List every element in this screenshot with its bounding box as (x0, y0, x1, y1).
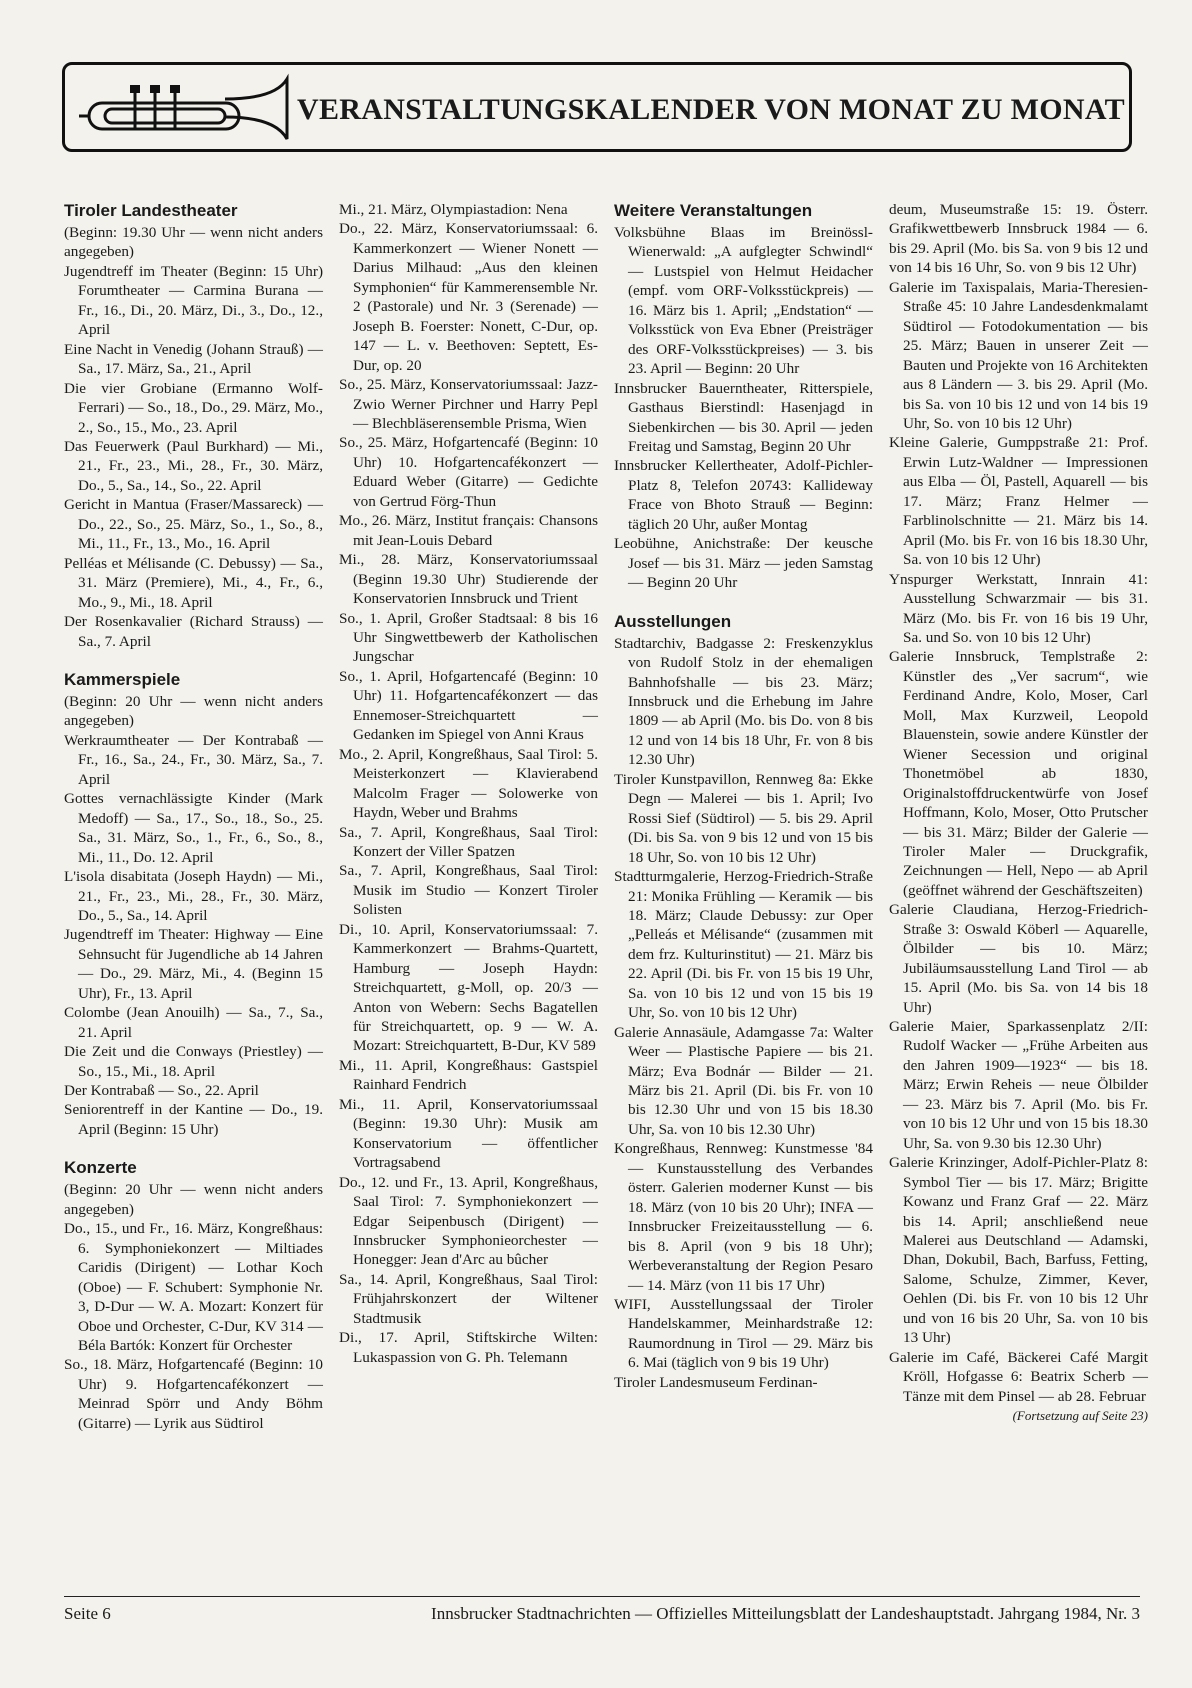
list-item: Galerie Innsbruck, Templstraße 2: Künstler des „Ver sacrum“, wie Ferdinand Andre, Kolo, Moser, Carl Moll, Max Kurzweil, Leopold Blauenstein, sowie andere Künstler der Wiener Secession und original Thonetmöbel ab 1830, Originalstoffdruckentwürfe von Josef Hoffmann, Kolo, Moser, Otto Prutscher — bis 31. März; Bilder der Galerie — Tiroler Maler — Druckgrafik, Zeichnungen — Hell, Nepo — ab April (geöffnet während der Geschäftszeiten) (889, 648, 1148, 899)
section-heading-konzerte: Konzerte (64, 1158, 137, 1178)
page-number: Seite 6 (64, 1604, 111, 1623)
list-item: Tiroler Kunstpavillon, Rennweg 8a: Ekke Degn — Malerei — bis 1. April; Ivo Rossi Sief (Südtirol) — 5. bis 29. April (Di. bis Sa. von 9 bis 12 und von 15 bis 18 Uhr, So. von 10 bis 12 Uhr) (614, 770, 873, 866)
column-1 (64, 200, 323, 1433)
list-item: Eine Nacht in Venedig (Johann Strauß) — Sa., 17. März, Sa., 21., April (64, 340, 323, 378)
list-item: Do., 22. März, Konservatoriumssaal: 6. Kammerkonzert — Wiener Nonett — Darius Milhaud: „Aus den kleinen Symphonien“ für Kammerensemble Nr. 2 (Pastorale) und Nr. 3 (Serenade) — Joseph B. Foerster: Nonett, C-Dur, op. 147 — L. v. Beethoven: Septett, Es-Dur, op. 20 (339, 220, 598, 374)
list-item: Stadtturmgalerie, Herzog-Friedrich-Straße 21: Monika Frühling — Keramik — bis 18. März; Claude Debussy: zur Oper „Pelleás et Mélisande“ (zusammen mit dem frz. Kulturinstitut) — 21. März bis 22. April (Di. bis Fr. von 15 bis 19 Uhr, Sa. von 10 bis 12 und von 15 bis 19 Uhr, So. von 10 bis 12 Uhr) (614, 868, 873, 1022)
list-item: So., 18. März, Hofgartencafé (Beginn: 10 Uhr) 9. Hofgartencafékonzert — Meinrad Spörr und Andy Böhm (Gitarre) — Lyrik aus Südtirol (64, 1356, 323, 1432)
continued-note: (Fortsetzung auf Seite 23) (1012, 1408, 1148, 1424)
list-item: Tiroler Landesmuseum Ferdinan- (614, 1373, 818, 1391)
calendar-columns (64, 200, 1148, 1580)
list-item: Di., 17. April, Stiftskirche Wilten: Lukaspassion von G. Ph. Telemann (339, 1329, 598, 1366)
list-item: Jugendtreff im Theater: Highway — Eine Sehnsucht für Jugendliche ab 14 Jahren — Do., 29. März, Mi., 4. (Beginn 15 Uhr), Fr., 13. April (64, 926, 323, 1002)
page-footer (64, 1596, 1140, 1623)
page-title: VERANSTALTUNGSKALENDER VON MONAT ZU MONAT (297, 93, 1125, 126)
list-item: So., 25. März, Hofgartencafé (Beginn: 10 Uhr) 10. Hofgartencafékonzert — Eduard Weber (Gitarre) — Gedichte von Gertrud Förg-Thun (339, 434, 598, 510)
list-item: Mi., 11. April, Kongreßhaus: Gastspiel Rainhard Fendrich (339, 1056, 598, 1094)
section-heading-landestheater: Tiroler Landestheater (64, 201, 238, 220)
list-item: Jugendtreff im Theater (Beginn: 15 Uhr) Forumtheater — Carmina Burana — Fr., 16., Di., 20. März, Di., 3., Do., 12., April (64, 262, 323, 339)
section-heading-weitere: Weitere Veranstaltungen (614, 201, 813, 220)
list-item-continuation: deum, Museumstraße 15: 19. Österr. Grafikwettbewerb Innsbruck 1984 — 6. bis 29. April (Mo. bis Sa. von 9 bis 12 und von 14 bis 16 Uhr, So. von 9 bis 12 Uhr) (889, 201, 1148, 277)
list-item: Seniorentreff in der Kantine — Do., 19. April (Beginn: 15 Uhr) (64, 1101, 323, 1138)
list-item: Innsbrucker Bauerntheater, Ritterspiele, Gasthaus Bierstindl: Hasenjagd in Siebenkirchen — bis 30. April — jeden Freitag und Samstag, Beginn 20 Uhr (614, 379, 873, 455)
list-item: Die Zeit und die Conways (Priestley) — So., 15., Mi., 18. April (64, 1043, 323, 1080)
list-item: Innsbrucker Kellertheater, Adolf-Pichler-Platz 8, Telefon 20743: Kallideway Frace von Bhoto Strauß — Beginn: täglich 20 Uhr, außer Montag (614, 457, 873, 533)
list-item: Colombe (Jean Anouilh) — Sa., 7., Sa., 21. April (64, 1004, 323, 1041)
horn-icon (75, 73, 295, 145)
list-item: Mo., 26. März, Institut français: Chansons mit Jean-Louis Debard (339, 512, 598, 549)
list-item: Leobühne, Anichstraße: Der keusche Josef — bis 31. März — jeden Samstag — Beginn 20 Uhr (614, 535, 873, 592)
list-item: Sa., 7. April, Kongreßhaus, Saal Tirol: Musik im Studio — Konzert Tiroler Solisten (339, 862, 598, 919)
list-item: Das Feuerwerk (Paul Burkhard) — Mi., 21., Fr., 23., Mi., 28., Fr., 30. März, Do., 5., Sa., 14., So., 22. April (64, 437, 323, 494)
list-item: Sa., 7. April, Kongreßhaus, Saal Tirol: Konzert der Viller Spatzen (339, 823, 598, 860)
section-heading-kammerspiele: Kammerspiele (64, 669, 181, 689)
list-item: Galerie Maier, Sparkassenplatz 2/II: Rudolf Wacker — „Frühe Arbeiten aus den Jahren 1909—1923“ — bis 18. März; Erwin Reheis — neue Ölbilder — 23. März bis 7. April (Mo. bis Fr. von 10 bis 12 Uhr und von 15 bis 18.30 Uhr, Sa. von 9.30 bis 12.30 Uhr) (889, 1018, 1148, 1152)
section-heading-ausstellungen: Ausstellungen (614, 611, 732, 631)
list-item: Werkraumtheater — Der Kontrabaß — Fr., 16., Sa., 24., Fr., 30. März, Sa., 7. April (64, 731, 323, 788)
publication-line: Innsbrucker Stadtnachrichten — Offizielles Mitteilungsblatt der Landeshauptstadt. Jahrgang 1984, Nr. 3 (431, 1604, 1140, 1623)
list-item: Ynspurger Werkstatt, Innrain 41: Ausstellung Schwarzmair — bis 31. März (Mo. bis Fr. von 16 bis 19 Uhr, Sa. und So. von 10 bis 12 Uhr) (889, 570, 1148, 646)
list-item: Mi., 11. April, Konservatoriumssaal (Beginn: 19.30 Uhr): Musik am Konservatorium — öffentlicher Vortragsabend (339, 1095, 598, 1172)
list-item: Galerie Krinzinger, Adolf-Pichler-Platz 8: Symbol Tier — bis 17. März; Brigitte Kowanz und Franz Graf — 22. März bis 14. April; anschließend neue Malerei aus Deutschland — Adamski, Dhan, Dokubil, Bach, Barfuss, Fetting, Salome, Schulze, Zimmer, Kever, Oehlen (Di. bis Fr. von 10 bis 12 Uhr und von 16 bis 20 Uhr, Sa. von 10 bis 13 Uhr) (889, 1154, 1148, 1347)
list-item: Mi., 21. März, Olympiastadion: Nena (339, 201, 568, 218)
column-2 (339, 200, 598, 1367)
list-item: Galerie Annasäule, Adamgasse 7a: Walter Weer — Plastische Papiere — bis 21. März; Eva Bodnár — Bilder — 21. März bis 21. April (Di. bis Fr. von 10 bis 12.30 Uhr und von 15 bis 18.30 Uhr, Sa. von 10 bis 12.30 Uhr) (614, 1023, 873, 1138)
list-item: Pelléas et Mélisande (C. Debussy) — Sa., 31. März (Premiere), Mi., 4., Fr., 6., Mo., 9., Mi., 18. April (64, 554, 323, 611)
section-note: (Beginn: 19.30 Uhr — wenn nicht anders angegeben) (64, 224, 323, 261)
section-note: (Beginn: 20 Uhr — wenn nicht anders angegeben) (64, 1181, 323, 1218)
column-4 (889, 200, 1148, 1424)
list-item: Die vier Grobiane (Ermanno Wolf-Ferrari) — So., 18., Do., 29. März, Mo., 2., So., 15., Mo., 23. April (64, 379, 323, 436)
list-item: Der Kontrabaß — So., 22. April (64, 1082, 259, 1100)
list-item: Do., 15., und Fr., 16. März, Kongreßhaus: 6. Symphoniekonzert — Miltiades Caridis (Dirigent) — Lothar Koch (Oboe) — F. Schubert: Symphonie Nr. 3, D-Dur — W. A. Mozart: Konzert für Oboe und Orchester, C-Dur, KV 314 — Béla Bartók: Konzert für Orchester (64, 1220, 323, 1355)
list-item: Mi., 28. März, Konservatoriumssaal (Beginn 19.30 Uhr) Studierende der Konservatorien Innsbruck und Trient (339, 551, 598, 608)
list-item: Stadtarchiv, Badgasse 2: Freskenzyklus von Rudolf Stolz in der ehemaligen Bahnhofshalle — bis 23. März; Innsbruck und die Erhebung im Jahre 1809 — ab April (Mo. bis Do. von 8 bis 12 und von 14 bis 18 Uhr, Fr. von 8 bis 12.30 Uhr) (614, 634, 873, 769)
list-item: Sa., 14. April, Kongreßhaus, Saal Tirol: Frühjahrskonzert der Wiltener Stadtmusik (339, 1270, 598, 1327)
list-item: Kleine Galerie, Gumppstraße 21: Prof. Erwin Lutz-Waldner — Impressionen aus Elba — Öl, Pastell, Aquarell — bis 17. März; Franz Helmer — Farblinolschnitte — 21. März bis 14. April (Mo. bis Fr. von 16 bis 18.30 Uhr, Sa. von 10 bis 12 Uhr) (889, 434, 1148, 569)
list-item: Mo., 2. April, Kongreßhaus, Saal Tirol: 5. Meisterkonzert — Klavierabend Malcolm Frager — Solowerke von Haydn, Weber und Brahms (339, 745, 598, 822)
list-item: Der Rosenkavalier (Richard Strauss) — Sa., 7. April (64, 613, 323, 650)
list-item: So., 1. April, Hofgartencafé (Beginn: 10 Uhr) 11. Hofgartencafékonzert — das Ennemoser-Streichquartett — Gedanken im Spiegel von Anni Kraus (339, 667, 598, 744)
list-item: Kongreßhaus, Rennweg: Kunstmesse '84 — Kunstausstellung des Verbandes österr. Galerien moderner Kunst — bis 18. März (von 10 bis 20 Uhr); INFA — Innsbrucker Freizeitausstellung — 6. bis 8. April (von 9 bis 18 Uhr); Werbeveranstaltung der Region Pesaro — 14. März (von 11 bis 17 Uhr) (614, 1140, 873, 1294)
list-item: WIFI, Ausstellungssaal der Tiroler Handelskammer, Meinhardstraße 12: Raumordnung in Tirol — 29. März bis 6. Mai (täglich von 9 bis 19 Uhr) (614, 1296, 873, 1372)
list-item: So., 25. März, Konservatoriumssaal: Jazz-Zwio Werner Pirchner und Harry Pepl — Blechbläserensemble Prisma, Wien (339, 376, 598, 432)
list-item: Galerie im Café, Bäckerei Café Margit Kröll, Hofgasse 6: Beatrix Scherb — Tänze mit dem Pinsel — ab 28. Februar (889, 1348, 1148, 1405)
list-item: L'isola disabitata (Joseph Haydn) — Mi., 21., Fr., 23., Mi., 28., Fr., 30. März, Do., 5., Sa., 14. April (64, 868, 323, 924)
list-item: So., 1. April, Großer Stadtsaal: 8 bis 16 Uhr Singwettbewerb der Katholischen Jungschar (339, 609, 598, 666)
list-item: Di., 10. April, Konservatoriumssaal: 7. Kammerkonzert — Brahms-Quartett, Hamburg — Joseph Haydn: Streichquartett, g-Moll, op. 20/3 — Anton von Webern: Sechs Bagatellen für Streichquartett, op. 9 — W. A. Mozart: Streichquartett, B-Dur, KV 589 (339, 920, 598, 1055)
column-3 (614, 200, 873, 1392)
list-item: Galerie Claudiana, Herzog-Friedrich-Straße 3: Oswald Köberl — Aquarelle, Ölbilder — bis 10. März; Jubiläumsausstellung Land Tirol — ab 15. April (Mo. bis Sa. von 14 bis 18 Uhr) (889, 901, 1148, 1016)
calendar-header-box (62, 62, 1132, 152)
list-item: Do., 12. und Fr., 13. April, Kongreßhaus, Saal Tirol: 7. Symphoniekonzert — Edgar Seipenbusch (Dirigent) — Innsbrucker Symphonieorchester — Honegger: Jean d'Arc au bûcher (339, 1173, 598, 1269)
list-item: Gottes vernachlässigte Kinder (Mark Medoff) — Sa., 17., So., 18., So., 25. Sa., 31. März, So., 1., Fr., 6., So., 8., Mi., 11., Do. 12. April (64, 790, 323, 866)
list-item: Gericht in Mantua (Fraser/Massareck) — Do., 22., So., 25. März, So., 1., So., 8., Mi., 11., Fr., 13., Mo., 16. April (64, 496, 323, 553)
list-item: Galerie im Taxispalais, Maria-Theresien-Straße 45: 10 Jahre Landesdenkmalamt Südtirol — Fotodokumentation — bis 25. März; Bauen in unserer Zeit — Bauten und Projekte von 16 Architekten aus 8 Ländern — 3. bis 29. April (Mo. bis Sa. von 10 bis 12 und von 14 bis 19 Uhr, So. von 10 bis 12 Uhr) (889, 278, 1148, 432)
list-item: Volksbühne Blaas im Breinössl-Wienerwald: „A aufglegter Schwindl“ — Lustspiel von Helmut Heidacher (empf. vom ORF-Volksstückpreis) — 16. März bis 1. April; „Endstation“ — Volksstück von Eva Ebner (Preisträger des ORF-Volksstückpreises) — 3. bis 23. April — Beginn: 20 Uhr (614, 224, 873, 378)
section-note: (Beginn: 20 Uhr — wenn nicht anders angegeben) (64, 692, 323, 730)
